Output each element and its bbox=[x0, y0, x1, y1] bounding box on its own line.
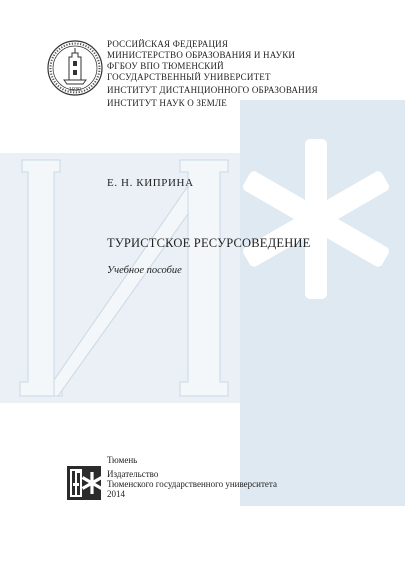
book-subtitle: Учебное пособие bbox=[107, 265, 182, 276]
book-title: ТУРИСТСКОЕ РЕСУРСОВЕДЕНИЕ bbox=[107, 236, 311, 250]
header-line-4: ГОСУДАРСТВЕННЫЙ УНИВЕРСИТЕТ bbox=[107, 72, 271, 82]
imprint-year: 2014 bbox=[107, 489, 125, 499]
seal-year: 1930 bbox=[68, 87, 82, 93]
imprint-publisher-line1: Издательство bbox=[107, 469, 159, 479]
author-name: Е. Н. КИПРИНА bbox=[107, 177, 194, 189]
header-line-3: ФГБОУ ВПО ТЮМЕНСКИЙ bbox=[107, 61, 224, 71]
publisher-logo-icon bbox=[67, 466, 101, 500]
university-seal-icon bbox=[47, 40, 103, 96]
header-line-6: ИНСТИТУТ НАУК О ЗЕМЛЕ bbox=[107, 98, 228, 108]
header-line-2: МИНИСТЕРСТВО ОБРАЗОВАНИЯ И НАУКИ bbox=[107, 50, 296, 60]
header-line-5: ИНСТИТУТ ДИСТАНЦИОННОГО ОБРАЗОВАНИЯ bbox=[107, 85, 318, 95]
header-line-1: РОССИЙСКАЯ ФЕДЕРАЦИЯ bbox=[107, 39, 229, 49]
imprint-publisher-line2: Тюменского государственного университета bbox=[107, 479, 277, 489]
imprint-city: Тюмень bbox=[107, 455, 138, 465]
